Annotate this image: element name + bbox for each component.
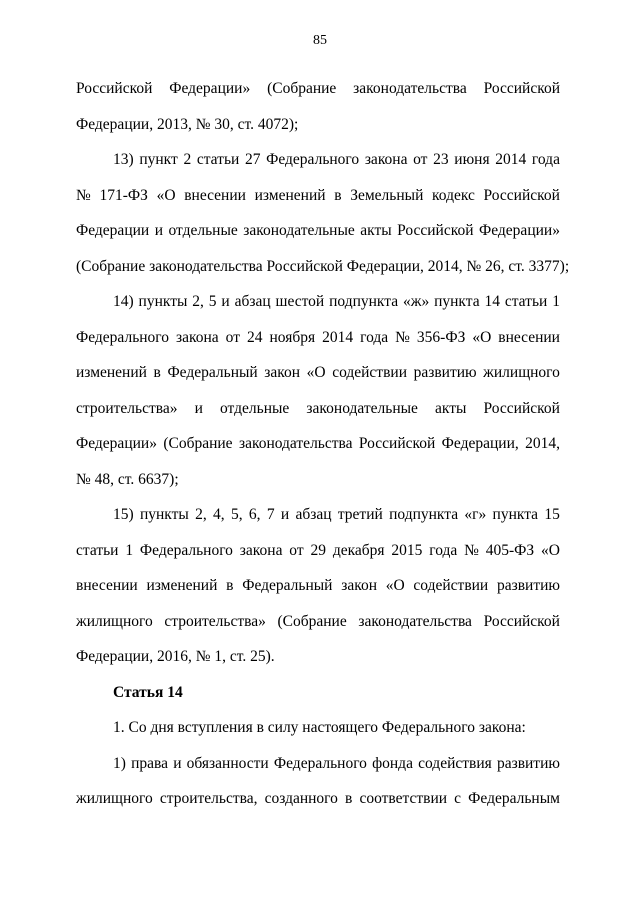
word: жилищного	[76, 790, 153, 807]
word: 15)	[113, 506, 134, 523]
word: Федерального	[273, 754, 367, 772]
text-line	[76, 604, 560, 640]
word: акты	[360, 222, 392, 239]
word: 6,	[248, 506, 261, 523]
word: развитию	[413, 364, 477, 381]
word: в	[334, 186, 342, 204]
word: жилищного	[76, 612, 153, 630]
word: изменений	[146, 577, 218, 594]
word: 7	[266, 506, 275, 523]
word: Федерации	[76, 222, 150, 239]
word: декабря	[332, 541, 385, 559]
text-line: 1. Со дня вступления в силу настоящего Федерального закона:	[113, 719, 526, 736]
word: Федерации»	[169, 80, 251, 97]
word: 1	[125, 541, 134, 559]
word: абзац	[295, 506, 332, 523]
word: шестой	[275, 293, 325, 310]
word: Федеральный	[167, 364, 258, 381]
word: 5	[208, 293, 217, 310]
text-line	[76, 568, 560, 604]
word: внесении	[184, 186, 246, 204]
word: 14	[484, 293, 500, 310]
word: (Собрание	[163, 435, 233, 452]
word: Федерального	[266, 151, 360, 168]
word: пункт	[139, 151, 178, 168]
word: отдельные	[220, 399, 290, 417]
word: законодательные	[243, 222, 355, 239]
word: №	[464, 541, 479, 559]
word: внесении	[76, 577, 138, 594]
word: статьи	[196, 151, 240, 168]
page-number: 85	[313, 33, 327, 48]
word: кодекс	[432, 186, 475, 204]
word: «О	[472, 328, 492, 346]
word: от	[413, 151, 428, 168]
word: Федерации»	[76, 435, 157, 452]
word: закон	[264, 364, 301, 381]
text-line: Федерации, 2013, № 30, ст. 4072);	[76, 115, 299, 133]
word: 23	[433, 151, 449, 168]
text-line	[76, 391, 560, 427]
word: законодательства	[353, 80, 467, 97]
word: развитию	[496, 754, 560, 772]
word: законодательные	[306, 399, 418, 417]
word: 2015	[391, 541, 423, 559]
word: строительства»	[164, 612, 266, 630]
word: Российской	[76, 80, 153, 97]
text-line	[76, 497, 560, 533]
word: развитию	[496, 577, 560, 594]
word: Земельный	[350, 186, 424, 204]
word: строительства,	[159, 790, 258, 807]
word: 356-ФЗ	[416, 328, 466, 346]
word: законодательства	[358, 612, 472, 630]
word: 2014	[495, 151, 527, 168]
word: 1)	[113, 754, 126, 772]
word: фонда	[372, 754, 413, 772]
text-line	[76, 142, 560, 178]
word: 405-ФЗ	[485, 541, 535, 559]
word: Российской	[483, 80, 560, 97]
word: акты	[435, 399, 467, 417]
word: 29	[310, 541, 326, 559]
word: (Собрание	[267, 80, 337, 97]
word: жилищного	[483, 364, 560, 381]
word: года	[360, 328, 389, 346]
word: 1	[552, 293, 560, 310]
text-line	[76, 781, 560, 817]
article-heading: Статья 14	[113, 683, 183, 701]
word: права	[131, 754, 169, 772]
word: Федеральный	[242, 577, 333, 594]
word: подпункта	[329, 293, 399, 310]
word: 24	[246, 328, 263, 346]
word: Российской	[483, 399, 560, 417]
word: закона	[364, 151, 408, 168]
word: Российской	[358, 435, 436, 452]
word: «О	[541, 541, 560, 559]
word: закона	[239, 541, 283, 559]
word: закон	[341, 577, 377, 594]
text-line	[76, 284, 560, 320]
word: статьи	[76, 541, 119, 559]
word: 2,	[195, 506, 207, 523]
word: «г»	[464, 506, 487, 523]
word: «ж»	[402, 293, 430, 310]
text-line	[76, 71, 560, 107]
word: пункты	[139, 506, 189, 523]
text-line: Федерации, 2016, № 1, ст. 25).	[76, 648, 275, 665]
word: ноября	[269, 328, 316, 346]
word: и	[173, 754, 182, 772]
word: 171-ФЗ	[99, 186, 148, 204]
word: 15	[544, 506, 560, 523]
word: «О	[385, 577, 405, 594]
word: от	[289, 541, 304, 559]
word: подпункта	[389, 506, 459, 523]
word: №	[395, 328, 410, 346]
word: внесении	[498, 328, 560, 346]
word: от	[225, 328, 240, 346]
word: года	[531, 151, 560, 168]
word: содействия	[418, 754, 492, 772]
word: изменений	[76, 364, 147, 381]
word: обязанности	[186, 754, 269, 772]
word: 2	[183, 151, 192, 168]
word: соответствии	[359, 790, 448, 807]
word: абзац	[234, 293, 271, 310]
word: Федерации,	[441, 435, 519, 452]
word: «О	[306, 364, 326, 381]
word: и	[221, 293, 230, 310]
word: в	[226, 577, 234, 594]
word: Федеральным	[468, 790, 560, 807]
word: Российской	[483, 612, 560, 630]
word: и	[154, 222, 163, 239]
text-line	[76, 213, 560, 249]
word: Федерации»	[479, 222, 560, 239]
word: 4,	[213, 506, 225, 523]
text-line	[76, 426, 560, 462]
word: Российской	[397, 222, 474, 239]
text-line	[76, 533, 560, 569]
word: статьи	[504, 293, 548, 310]
word: законодательства	[238, 435, 353, 452]
document-body	[76, 71, 570, 817]
word: 5,	[230, 506, 243, 523]
word: пункта	[492, 506, 539, 523]
word: 2,	[192, 293, 204, 310]
word: №	[76, 186, 91, 204]
word: созданного	[264, 790, 338, 807]
word: июня	[454, 151, 490, 168]
word: содействии	[413, 577, 489, 594]
word: (Собрание	[277, 612, 347, 630]
word: с	[454, 790, 462, 807]
word: строительства»	[76, 399, 178, 417]
word: 2014,	[525, 435, 560, 452]
word: 2014	[322, 328, 354, 346]
word: пункта	[434, 293, 480, 310]
text-line	[76, 746, 560, 782]
word: в	[345, 790, 353, 807]
text-line: № 48, ст. 6637);	[76, 470, 179, 488]
word: отдельные	[168, 222, 238, 239]
word: содействии	[332, 364, 407, 381]
word: и	[194, 399, 203, 417]
word: в	[153, 364, 161, 381]
text-line	[76, 355, 560, 391]
word: 13)	[113, 151, 134, 168]
word: 14)	[113, 293, 134, 310]
word: третий	[337, 506, 383, 523]
word: изменений	[254, 186, 326, 204]
text-line	[76, 320, 560, 356]
word: пункты	[138, 293, 188, 310]
word: года	[429, 541, 458, 559]
word: Федерального	[139, 541, 233, 559]
word: «О	[156, 186, 176, 204]
word: 27	[244, 151, 261, 168]
word: и	[280, 506, 290, 523]
text-line	[76, 178, 560, 214]
text-line: (Собрание законодательства Российской Федерации, 2014, № 26, ст. 3377);	[76, 257, 570, 275]
word: закона	[176, 328, 219, 346]
word: Российской	[483, 186, 560, 204]
word: Федерального	[76, 328, 170, 346]
